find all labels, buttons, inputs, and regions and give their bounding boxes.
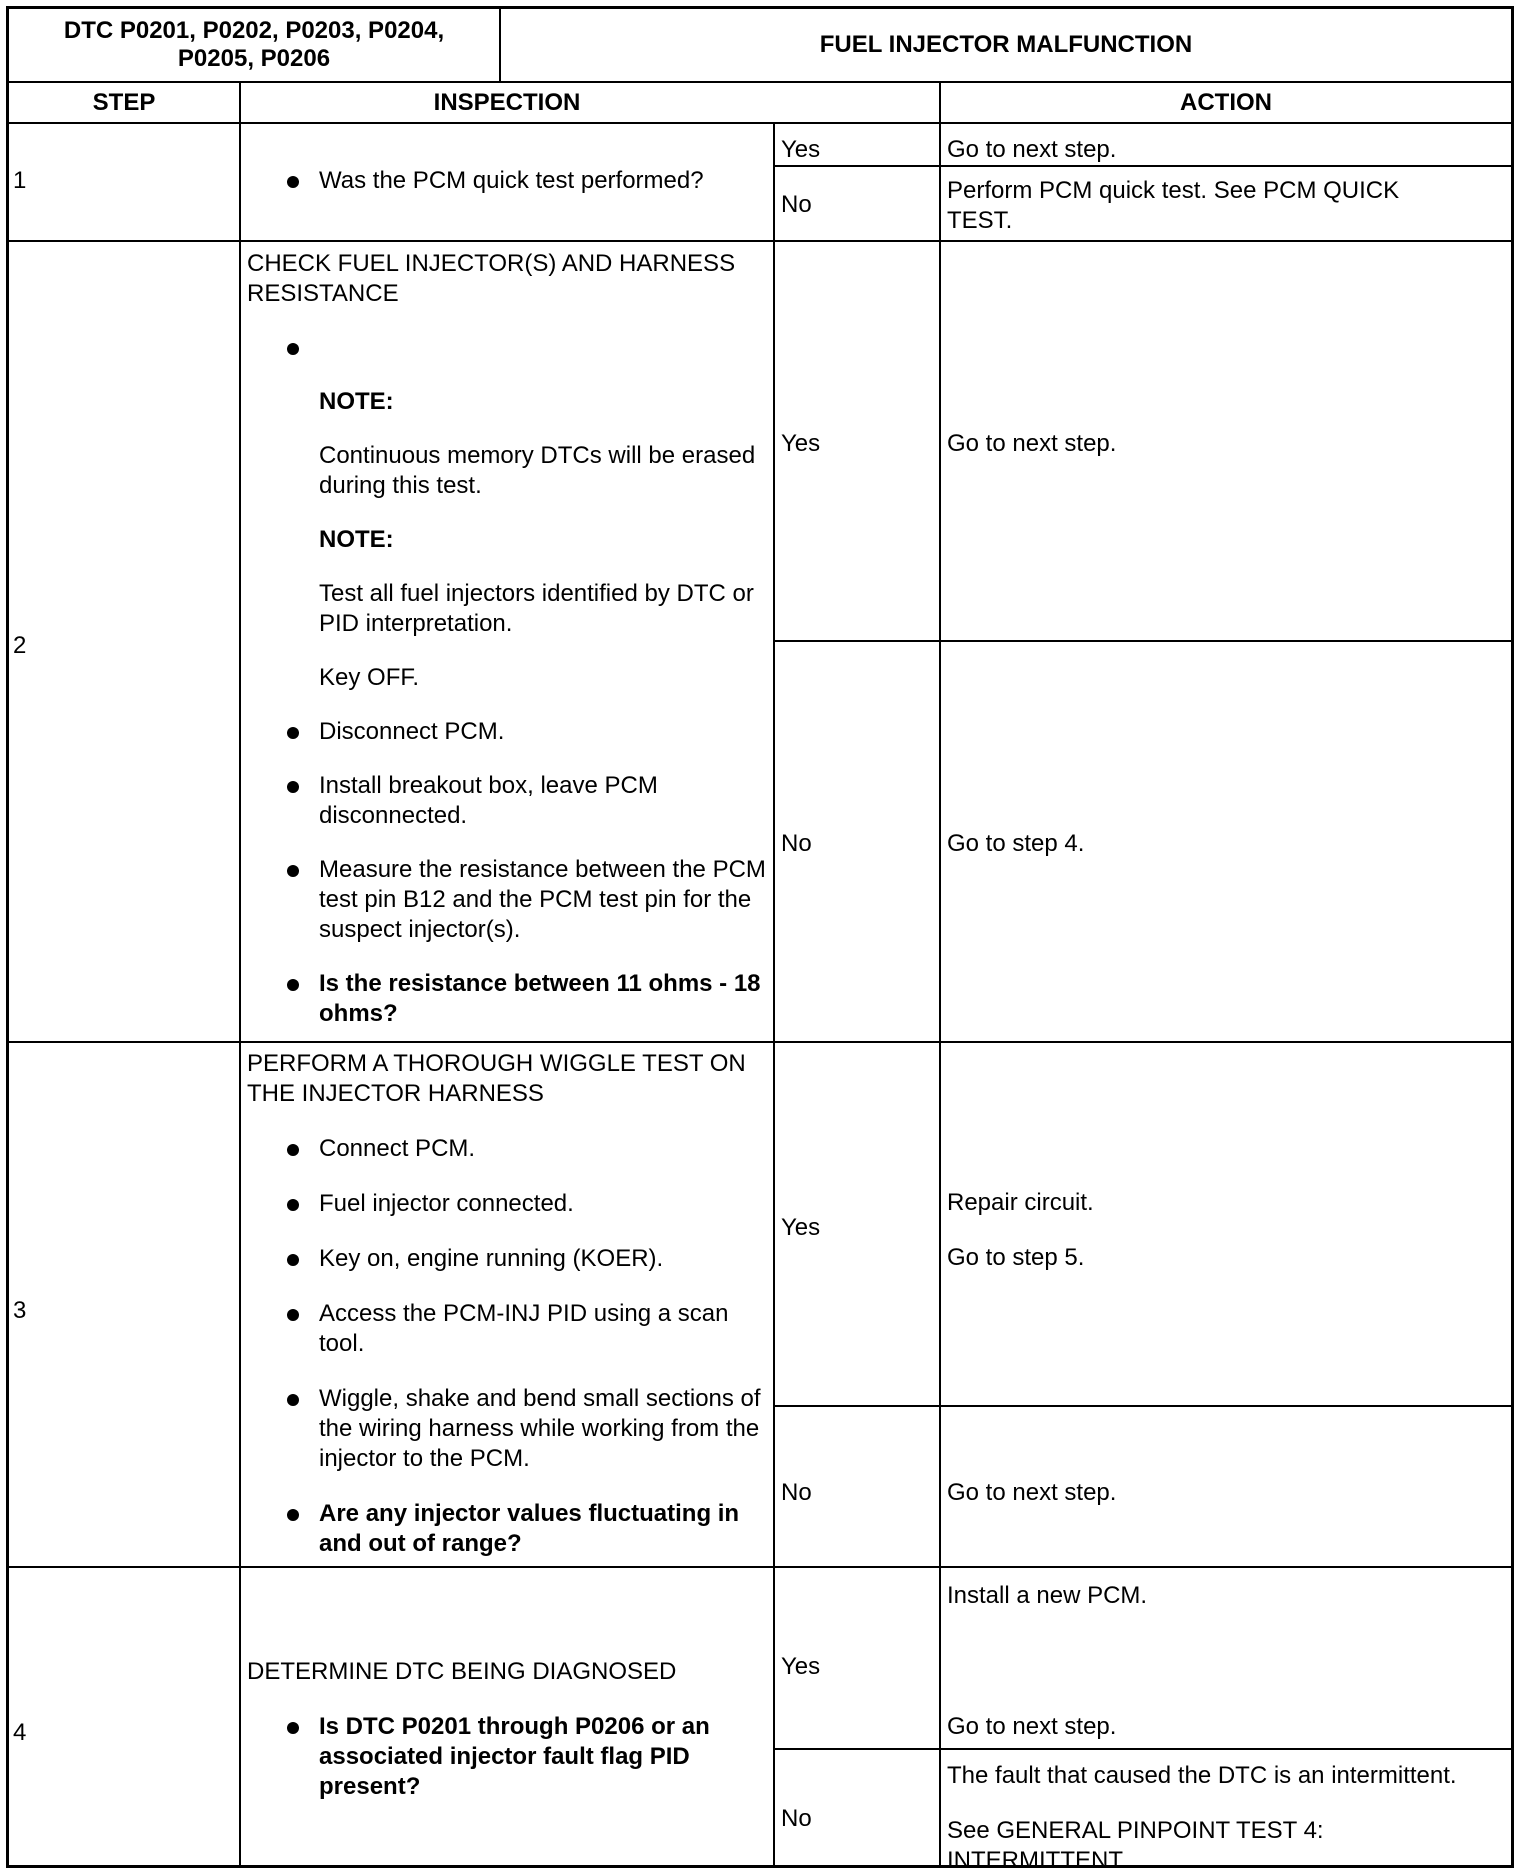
divider: [9, 240, 1511, 242]
column-header-inspection: INSPECTION: [433, 88, 581, 116]
page-title: [501, 9, 1511, 81]
inspection-item: Measure the resistance between the PCM test pin B12 and the PCM test pin for the suspect injector(s).: [241, 855, 771, 945]
inspection-item: Was the PCM quick test performed?: [241, 166, 771, 196]
step-4-inspection: [241, 1657, 771, 1802]
note-label: NOTE:: [319, 526, 394, 553]
yes-label: Yes: [781, 1214, 821, 1241]
divider: [775, 1405, 1511, 1407]
inspection-item: Wiggle, shake and bend small sections of the wiring harness while working from the injector to the PCM.: [241, 1384, 771, 1474]
inspection-heading: PERFORM A THOROUGH WIGGLE TEST ON THE INJECTOR HARNESS: [247, 1050, 746, 1107]
inspection-item: Disconnect PCM.: [241, 717, 771, 747]
divider: [773, 122, 775, 1865]
step-2-inspection: [241, 249, 771, 1029]
no-label: No: [781, 1805, 812, 1832]
inspection-list: [241, 166, 771, 196]
yes-action: Repair circuit.: [947, 1189, 1094, 1216]
inspection-item: Access the PCM-INJ PID using a scan tool.: [241, 1299, 771, 1359]
divider: [775, 640, 1511, 642]
inspection-item: Key on, engine running (KOER).: [241, 1244, 771, 1274]
divider: [9, 122, 1511, 124]
yes-label: Yes: [781, 430, 821, 457]
no-label: No: [781, 830, 812, 857]
inspection-item-empty: [241, 333, 771, 363]
no-action: Go to next step.: [947, 1479, 1117, 1506]
no-action: See GENERAL PINPOINT TEST 4: INTERMITTENT.: [947, 1817, 1324, 1874]
yes-action: Install a new PCM.: [947, 1582, 1148, 1609]
inspection-heading: CHECK FUEL INJECTOR(S) AND HARNESS RESISTANCE: [247, 250, 736, 307]
inspection-heading: DETERMINE DTC BEING DIAGNOSED: [247, 1658, 677, 1685]
yes-action: Go to next step.: [947, 430, 1117, 457]
inspection-question: Are any injector values fluctuating in and out of range?: [241, 1499, 771, 1559]
inspection-list: [241, 333, 771, 1029]
no-action: The fault that caused the DTC is an intermittent.: [947, 1762, 1457, 1789]
divider: [775, 165, 1511, 167]
divider: [9, 1566, 1511, 1568]
note-label: NOTE:: [319, 388, 394, 415]
note-text: Test all fuel injectors identified by DTC or PID interpretation.: [319, 580, 754, 637]
column-header-action: ACTION: [1180, 88, 1272, 116]
step-number: 2: [13, 632, 27, 659]
divider: [775, 1748, 1511, 1750]
inspection-item: Key OFF.: [319, 664, 420, 691]
column-header-step: STEP: [92, 88, 156, 116]
no-label: No: [781, 191, 812, 218]
note-text: Continuous memory DTCs will be erased during this test.: [319, 442, 756, 499]
step-number: 3: [13, 1297, 27, 1324]
divider: [9, 1041, 1511, 1043]
inspection-list: [241, 1712, 771, 1802]
yes-label: Yes: [781, 1653, 821, 1680]
inspection-item: Connect PCM.: [241, 1134, 771, 1164]
step-3-inspection: [241, 1049, 771, 1559]
no-action: Go to step 4.: [947, 830, 1085, 857]
diagnostic-table: [6, 6, 1514, 1874]
inspection-question: Is DTC P0201 through P0206 or an associated injector fault flag PID present?: [241, 1712, 771, 1802]
dtc-codes-title: [9, 9, 499, 81]
yes-action: Go to next step.: [947, 1713, 1117, 1740]
inspection-list: [241, 1134, 771, 1559]
inspection-item: Fuel injector connected.: [241, 1189, 771, 1219]
inspection-item: Install breakout box, leave PCM disconnected.: [241, 771, 771, 831]
yes-action: Go to next step.: [947, 136, 1117, 163]
step-1-inspection: [241, 166, 771, 196]
inspection-question: Is the resistance between 11 ohms - 18 ohms?: [241, 969, 771, 1029]
step-number: 1: [13, 167, 27, 194]
no-label: No: [781, 1479, 812, 1506]
step-number: 4: [13, 1719, 27, 1746]
page-title-text: FUEL INJECTOR MALFUNCTION: [819, 31, 1193, 58]
no-action: Perform PCM quick test. See PCM QUICK TEST.: [947, 177, 1400, 234]
dtc-codes-text: DTC P0201, P0202, P0203, P0204, P0205, P0206: [63, 17, 445, 72]
yes-action: Go to step 5.: [947, 1244, 1085, 1271]
yes-label: Yes: [781, 136, 821, 163]
